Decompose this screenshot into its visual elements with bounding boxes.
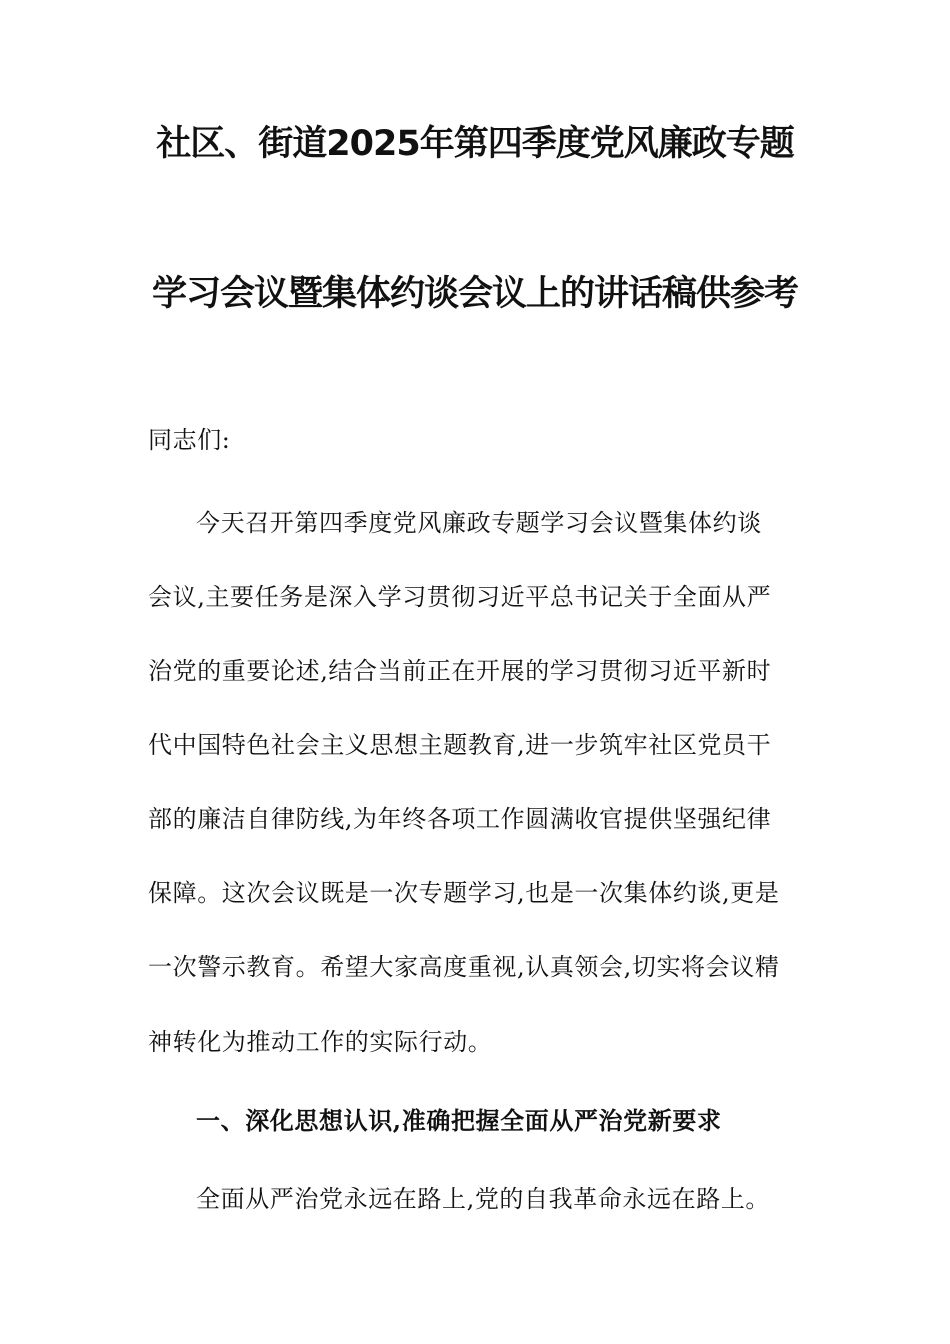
paragraph-line: 今天召开第四季度党风廉政专题学习会议暨集体约谈	[196, 509, 762, 537]
paragraph-line: 代中国特色社会主义思想主题教育,进一步筑牢社区党员干	[148, 731, 772, 759]
document-title-line-1: 社区、街道2025年第四季度党风廉政专题	[156, 124, 794, 164]
paragraph-line: 保障。这次会议既是一次专题学习,也是一次集体约谈,更是	[148, 879, 780, 907]
paragraph-line: 部的廉洁自律防线,为年终各项工作圆满收官提供坚强纪律	[148, 805, 772, 833]
paragraph-line: 会议,主要任务是深入学习贯彻习近平总书记关于全面从严	[148, 583, 772, 611]
paragraph-line: 一次警示教育。希望大家高度重视,认真领会,切实将会议精	[148, 953, 780, 981]
paragraph-line: 神转化为推动工作的实际行动。	[148, 1028, 493, 1056]
section-heading: 一、深化思想认识,准确把握全面从严治党新要求	[196, 1106, 722, 1135]
paragraph-line: 治党的重要论述,结合当前正在开展的学习贯彻习近平新时	[148, 657, 772, 685]
salutation: 同志们:	[148, 426, 231, 454]
paragraph-line: 全面从严治党永远在路上,党的自我革命永远在路上。	[196, 1185, 771, 1213]
document-title-line-2: 学习会议暨集体约谈会议上的讲话稿供参考	[151, 274, 798, 314]
